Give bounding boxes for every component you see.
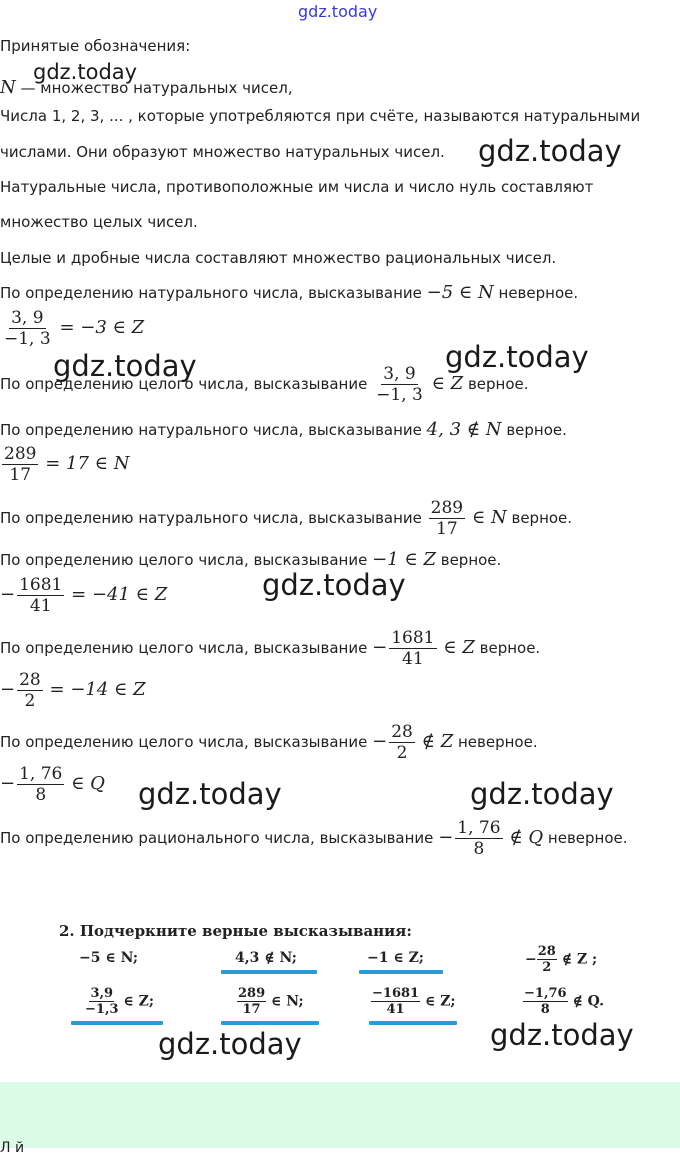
underline	[221, 970, 317, 974]
statement: 4,3 ∉ N;	[235, 950, 297, 966]
definition-line: числами. Они образуют множество натуральных чисел.	[0, 143, 445, 161]
watermark: gdz.today	[470, 777, 614, 811]
watermark: gdz.today	[478, 134, 622, 168]
watermark: gdz.today	[53, 349, 197, 383]
statement-line: По определению целого числа, высказывание − $\frac{1681}{41}$ ∈ Z верное.	[0, 628, 541, 669]
watermark: gdz.today	[158, 1027, 302, 1061]
underline	[71, 1021, 163, 1025]
statement-line: По определению целого числа, высказывание $\frac{3, 9}{-1, 3}$ ∈ Z верное.	[0, 364, 529, 405]
statement: $\frac{-1681}{41}$ ∈ Z;	[372, 986, 456, 1017]
statement-line: По определению натурального числа, высказывание $\frac{289}{17}$ ∈ N верное.	[0, 498, 573, 539]
formula: $\frac{3, 9}{-1, 3}$ = −3 ∈ Z	[4, 308, 145, 349]
statement: −1 ∈ Z;	[367, 950, 424, 966]
formula: − $\frac{28}{2}$ = −14 ∈ Z	[0, 670, 146, 711]
watermark: gdz.today	[33, 60, 138, 84]
statement-line: По определению рационального числа, высказывание − $\frac{1, 76}{8}$ ∉ Q неверное.	[0, 818, 628, 859]
next-section-panel	[0, 1082, 680, 1156]
underline	[359, 970, 443, 974]
next-section-text: Л й	[0, 1140, 25, 1156]
statement-line: По определению целого числа, высказывание − $\frac{28}{2}$ ∉ Z неверное.	[0, 722, 538, 763]
statement: − $\frac{28}{2}$ ∉ Z ;	[525, 944, 598, 975]
watermark: gdz.today	[490, 1018, 634, 1052]
definition-line: Числа 1, 2, 3, ... , которые употребляются при счёте, называются натуральными	[0, 107, 641, 125]
top-watermark: gdz.today	[298, 2, 378, 21]
statement: $\frac{3,9}{-1,3}$ ∈ Z;	[85, 986, 155, 1017]
statement-line: По определению натурального числа, высказывание −5 ∈ N неверное.	[0, 282, 579, 303]
formula: − $\frac{1, 76}{8}$ ∈ Q	[0, 764, 105, 805]
watermark: gdz.today	[138, 777, 282, 811]
underline	[369, 1021, 457, 1025]
definition-line: множество целых чисел.	[0, 213, 198, 231]
formula: − $\frac{1681}{41}$ = −41 ∈ Z	[0, 575, 168, 616]
notation-line: N — множество натуральных чисел,	[0, 77, 293, 98]
underline	[221, 1021, 319, 1025]
statement-line: По определению целого числа, высказывание −1 ∈ Z верное.	[0, 549, 502, 570]
watermark: gdz.today	[445, 340, 589, 374]
statement-line: По определению натурального числа, высказывание 4, 3 ∉ N верное.	[0, 419, 567, 440]
statement: $\frac{289}{17}$ ∈ N;	[238, 986, 304, 1017]
definition-line: Натуральные числа, противоположные им числа и число нуль составляют	[0, 178, 594, 196]
watermark: gdz.today	[262, 568, 406, 602]
definition-line: Целые и дробные числа составляют множество рациональных чисел.	[0, 249, 557, 267]
formula: $\frac{289}{17}$ = 17 ∈ N	[4, 444, 130, 485]
statement: −5 ∈ N;	[79, 950, 139, 966]
task-title: 2. Подчеркните верные высказывания:	[59, 922, 412, 940]
statement: $\frac{-1,76}{8}$ ∉ Q.	[524, 986, 605, 1017]
notation-heading: Принятые обозначения:	[0, 37, 191, 55]
